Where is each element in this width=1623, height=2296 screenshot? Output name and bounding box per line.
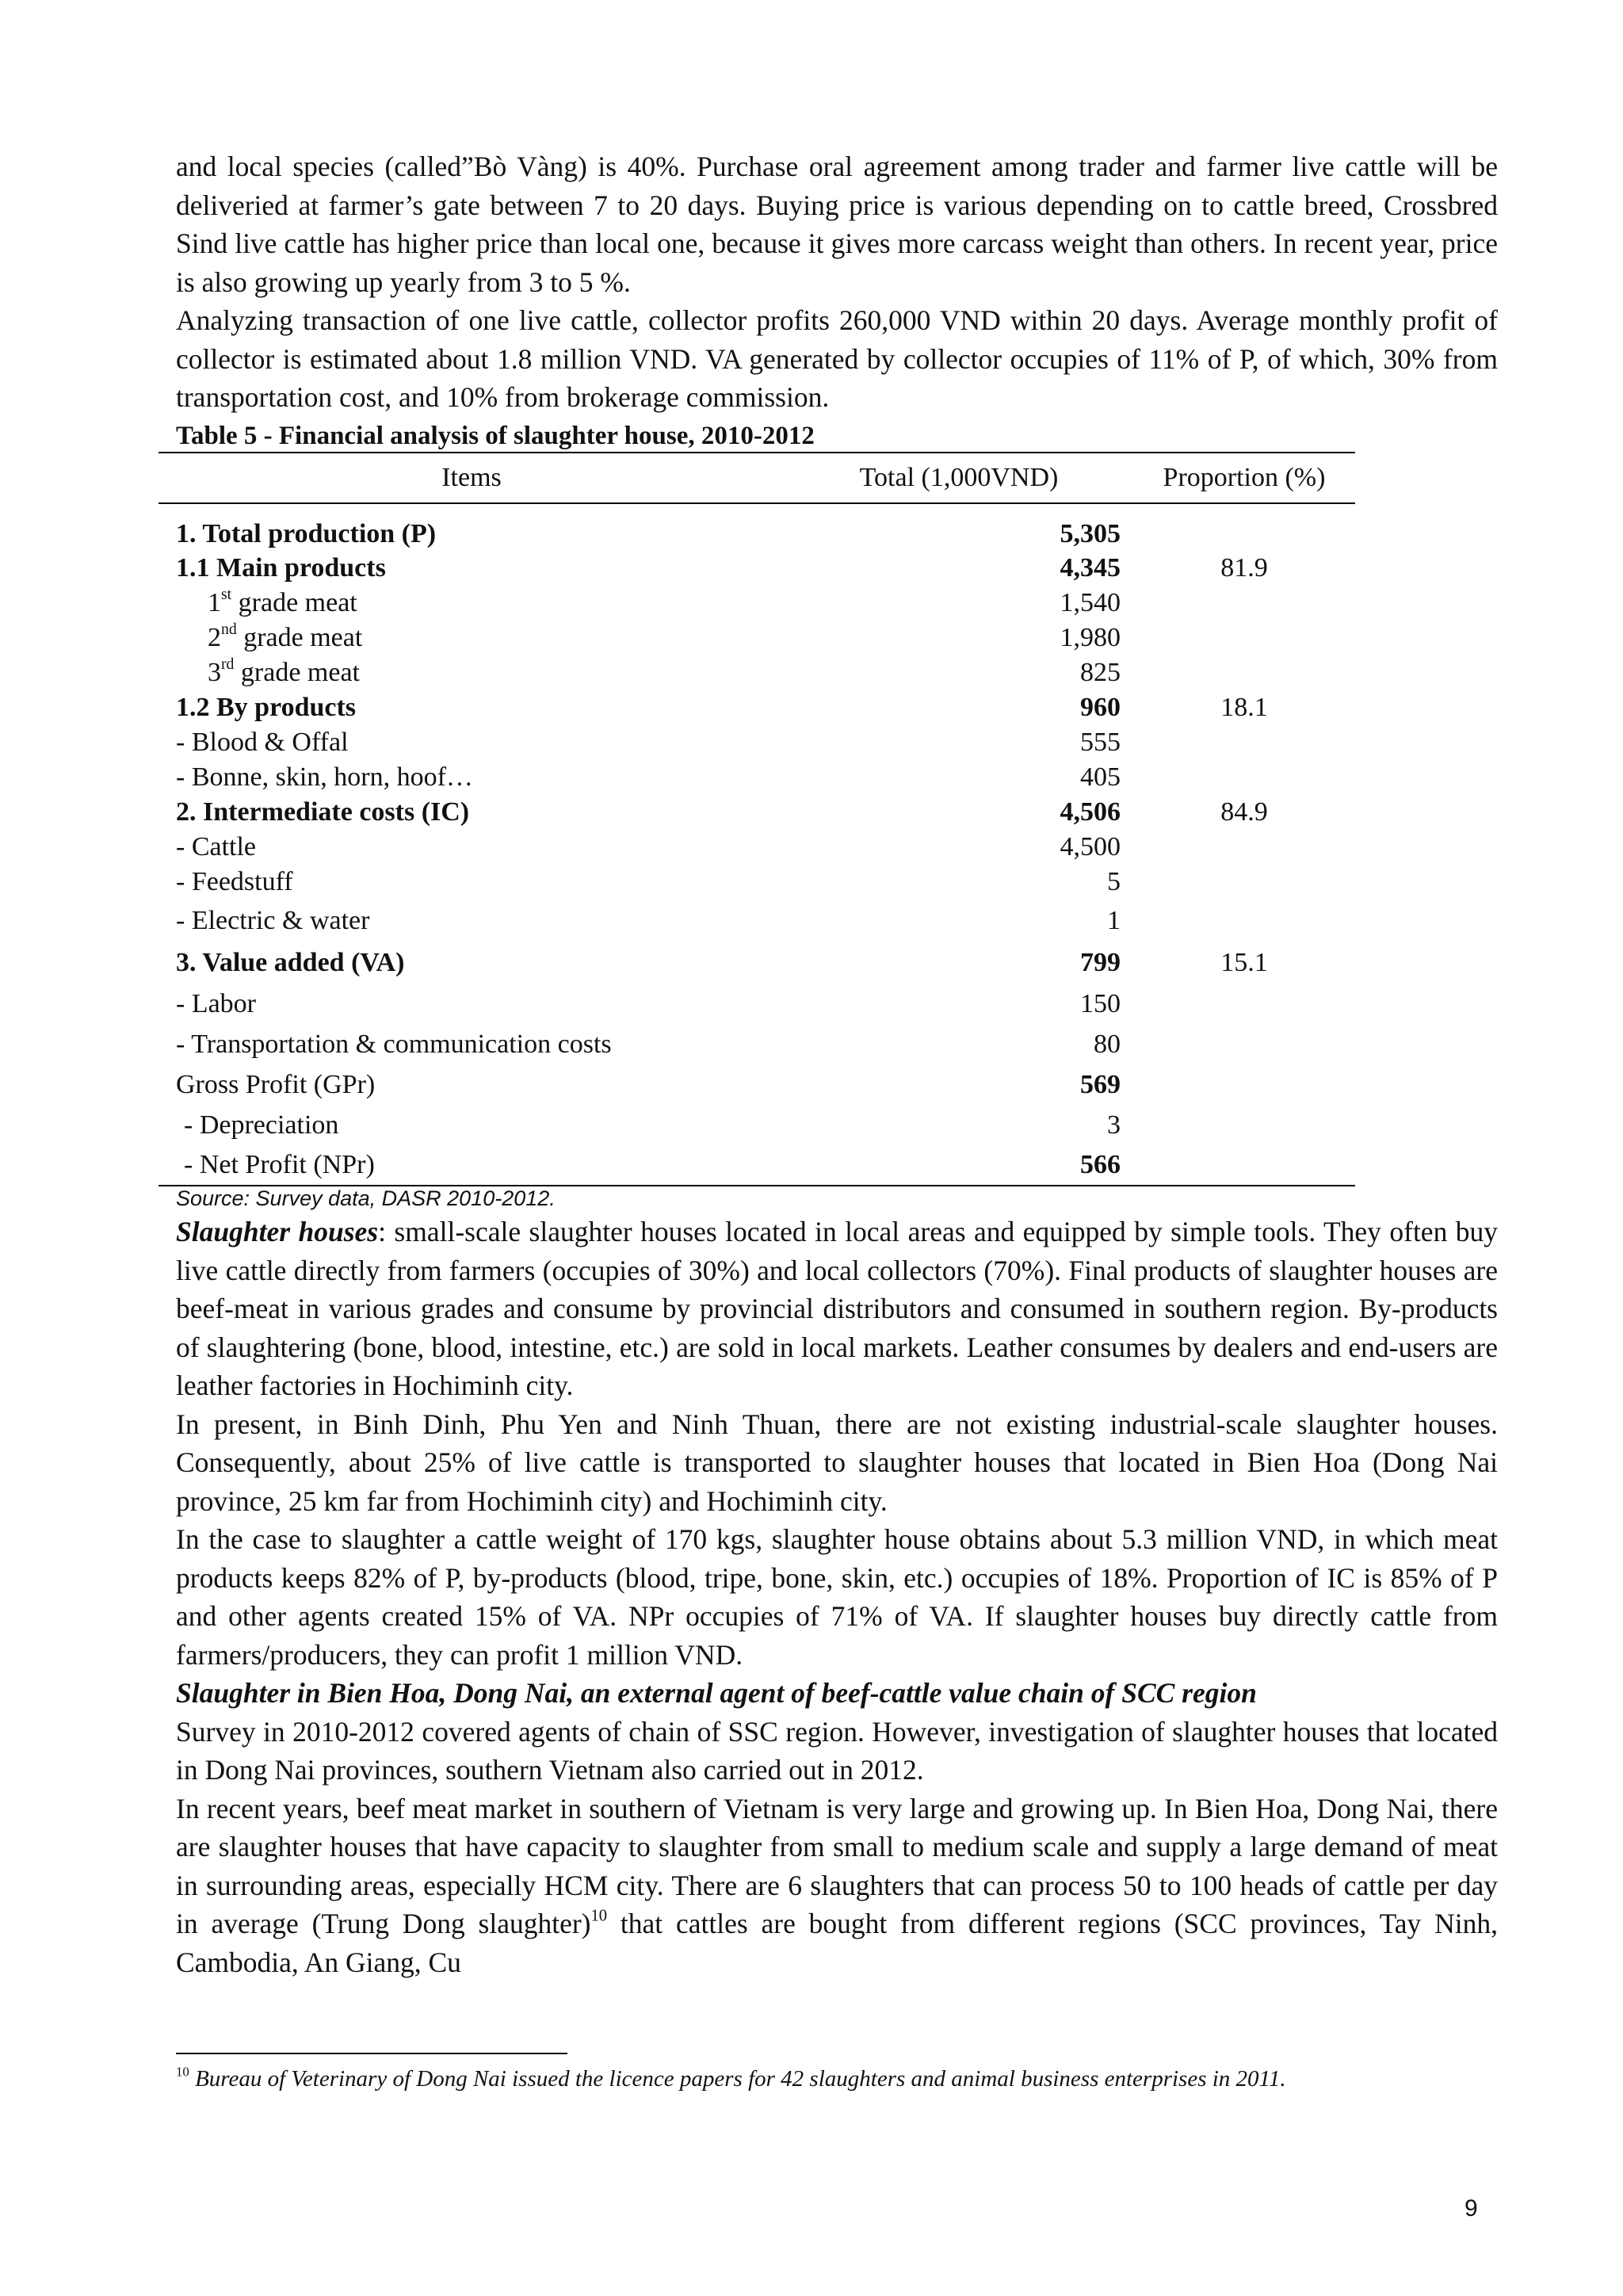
table-row bbox=[158, 725, 1355, 760]
table-row bbox=[158, 795, 1355, 830]
table-row bbox=[158, 1064, 1355, 1105]
row-item: 1.2 By products bbox=[176, 693, 357, 722]
row-total: 4,500 bbox=[1060, 832, 1121, 861]
row-proportion bbox=[1133, 830, 1355, 865]
row-total: 80 bbox=[1094, 1029, 1121, 1059]
bottom-text-block bbox=[176, 1213, 1498, 1981]
header-items: Items bbox=[158, 453, 785, 503]
paragraph-slaughter-houses: Slaughter houses: small-scale slaughter houses located in local areas and equipped by simple tools. They often buy live cattle directly from farmers (occupies of 30%) and local collectors (70%). Final products of slaughter houses are beef-meat in various grades and consume by provincial distributors and consumed in southern region. By-products of slaughtering (bone, blood, intestine, etc.) are sold in local markets. Leather consumes by dealers and end-users are leather factories in Hochiminh city. bbox=[176, 1216, 1499, 1401]
row-proportion bbox=[1133, 900, 1355, 942]
row-total: 5,305 bbox=[1060, 518, 1121, 548]
row-total: 555 bbox=[1080, 728, 1121, 757]
table-row bbox=[158, 900, 1355, 942]
row-item: 3rd grade meat bbox=[208, 655, 360, 687]
row-proportion: 81.9 bbox=[1220, 553, 1268, 583]
table-row bbox=[158, 690, 1355, 725]
row-total: 1,540 bbox=[1060, 588, 1121, 617]
row-total: 4,345 bbox=[1060, 553, 1121, 583]
row-proportion bbox=[1133, 984, 1355, 1024]
footnote-ref: 10 bbox=[590, 1907, 608, 1925]
row-item: - Labor bbox=[176, 988, 257, 1018]
row-proportion: 18.1 bbox=[1220, 693, 1268, 722]
row-item: - Blood & Offal bbox=[176, 728, 349, 757]
table-row bbox=[158, 942, 1355, 984]
row-item: 1. Total production (P) bbox=[176, 518, 437, 548]
row-item: 1.1 Main products bbox=[176, 553, 386, 583]
row-item: - Transportation & communication costs bbox=[176, 1029, 612, 1059]
header-proportion: Proportion (%) bbox=[1133, 453, 1355, 503]
row-proportion bbox=[1133, 760, 1355, 795]
row-total: 4,506 bbox=[1060, 797, 1121, 827]
row-proportion: 15.1 bbox=[1220, 948, 1268, 977]
header-total: Total (1,000VND) bbox=[785, 453, 1133, 503]
table-title: Table 5 - Financial analysis of slaughter house, 2010-2012 bbox=[176, 422, 815, 450]
row-proportion bbox=[1133, 865, 1355, 900]
row-item: - Electric & water bbox=[176, 906, 370, 935]
row-item: - Depreciation bbox=[184, 1110, 339, 1140]
row-total: 5 bbox=[1107, 867, 1121, 896]
row-total: 405 bbox=[1080, 762, 1121, 792]
table-row bbox=[158, 760, 1355, 795]
row-item: - Bonne, skin, horn, hoof… bbox=[176, 762, 473, 792]
row-item: - Net Profit (NPr) bbox=[158, 1145, 785, 1186]
row-proportion: 84.9 bbox=[1220, 797, 1268, 827]
row-item: 1st grade meat bbox=[208, 586, 357, 617]
page-number: 9 bbox=[1465, 2195, 1478, 2222]
table-row bbox=[158, 1105, 1355, 1145]
table-row bbox=[158, 503, 1355, 551]
table-row bbox=[158, 984, 1355, 1024]
table-row bbox=[158, 830, 1355, 865]
paragraph-industrial-scale: In present, in Binh Dinh, Phu Yen and Ninh Thuan, there are not existing industrial-scale slaughter houses. Consequently, about 25% of live cattle is transported to slaughter houses that located in Bien Hoa (Dong Nai province, 25 km far from Hochiminh city) and Hochiminh city. bbox=[176, 1408, 1498, 1517]
table-source: Source: Survey data, DASR 2010-2012. bbox=[176, 1186, 556, 1210]
row-total: 1,980 bbox=[1060, 623, 1121, 652]
table-row bbox=[158, 621, 1355, 655]
table-row bbox=[158, 1024, 1355, 1064]
table-row bbox=[158, 655, 1355, 690]
financial-analysis-table bbox=[158, 452, 1355, 1186]
row-item: 2nd grade meat bbox=[208, 621, 363, 652]
paragraph-beef-market: In recent years, beef meat market in southern of Vietnam is very large and growing up. In Bien Hoa, Dong Nai, there are slaughter houses that have capacity to slaughter from small to medium scale and supply a large demand of meat in surrounding areas, especially HCM city. There are 6 slaughters that can process 50 to 100 heads of cattle per day in average (Trung Dong slaughter)$^{10}$ that cattles are bought from different regions (SCC provinces, Tay Ninh, Cambodia, An Giang, Cu bbox=[176, 1792, 1499, 1978]
row-total: 3 bbox=[1107, 1110, 1121, 1140]
paragraph-collector-profit: Analyzing transaction of one live cattle, collector profits 260,000 VND within 20 days. Average monthly profit of collector is estimated about 1.8 million VND. VA generated by collector occupies of 11% of P, of which, 30% from transportation cost, and 10% from brokerage commission. bbox=[176, 304, 1498, 413]
row-total: 799 bbox=[1080, 948, 1121, 977]
row-item: - Feedstuff bbox=[176, 867, 293, 896]
row-total: 1 bbox=[1107, 906, 1121, 935]
row-total: 566 bbox=[785, 1145, 1133, 1186]
row-proportion bbox=[1133, 1024, 1355, 1064]
paragraph-cattle-price: and local species (called”Bò Vàng) is 40%. Purchase oral agreement among trader and farmer live cattle will be deliveried at farmer’s gate between 7 to 20 days. Buying price is various depending on to cattle breed, Crossbred Sind live cattle has higher price than local one, because it gives more carcass weight than others. In recent year, price is also growing up yearly from 3 to 5 %. bbox=[176, 151, 1498, 298]
row-total: 825 bbox=[1080, 658, 1121, 687]
row-total: 960 bbox=[1080, 693, 1121, 722]
paragraph-survey: Survey in 2010-2012 covered agents of chain of SSC region. However, investigation of slaughter houses that located in Dong Nai provinces, southern Vietnam also carried out in 2012. bbox=[176, 1715, 1498, 1786]
row-proportion bbox=[1133, 503, 1355, 551]
table-row bbox=[158, 551, 1355, 586]
footnote: $^{10}$ Bureau of Veterinary of Dong Nai issued the licence papers for 42 slaughters and animal business enterprises in 2011. bbox=[176, 2064, 1286, 2092]
row-item: - Cattle bbox=[176, 832, 257, 861]
table-header-row bbox=[158, 453, 1355, 503]
top-text-block bbox=[176, 147, 1498, 417]
table-row bbox=[158, 586, 1355, 621]
footnote-separator bbox=[176, 2053, 567, 2054]
row-proportion bbox=[1133, 1105, 1355, 1145]
row-proportion bbox=[1133, 725, 1355, 760]
row-item: Gross Profit (GPr) bbox=[176, 1069, 376, 1099]
table-row bbox=[158, 865, 1355, 900]
footnote-number: 10 bbox=[176, 2064, 189, 2080]
row-total: 569 bbox=[1080, 1069, 1121, 1099]
row-total: 150 bbox=[1080, 988, 1121, 1018]
row-item: 3. Value added (VA) bbox=[176, 948, 405, 977]
row-item: 2. Intermediate costs (IC) bbox=[176, 797, 470, 827]
row-proportion bbox=[1133, 1064, 1355, 1105]
section-heading-bien-hoa: Slaughter in Bien Hoa, Dong Nai, an external agent of beef-cattle value chain of SCC region bbox=[176, 1677, 1257, 1709]
row-proportion bbox=[1133, 586, 1355, 621]
row-proportion bbox=[1133, 655, 1355, 690]
row-proportion bbox=[1133, 1145, 1355, 1186]
slaughter-houses-lead: Slaughter houses bbox=[176, 1216, 379, 1247]
paragraph-cattle-weight: In the case to slaughter a cattle weight of 170 kgs, slaughter house obtains about 5.3 million VND, in which meat products keeps 82% of P, by-products (blood, tripe, bone, skin, etc.) occupies of 18%. Proportion of IC is 85% of P and other agents created 15% of VA. NPr occupies of 71% of VA. If slaughter houses buy directly cattle from farmers/producers, they can profit 1 million VND. bbox=[176, 1523, 1498, 1671]
row-proportion bbox=[1133, 621, 1355, 655]
